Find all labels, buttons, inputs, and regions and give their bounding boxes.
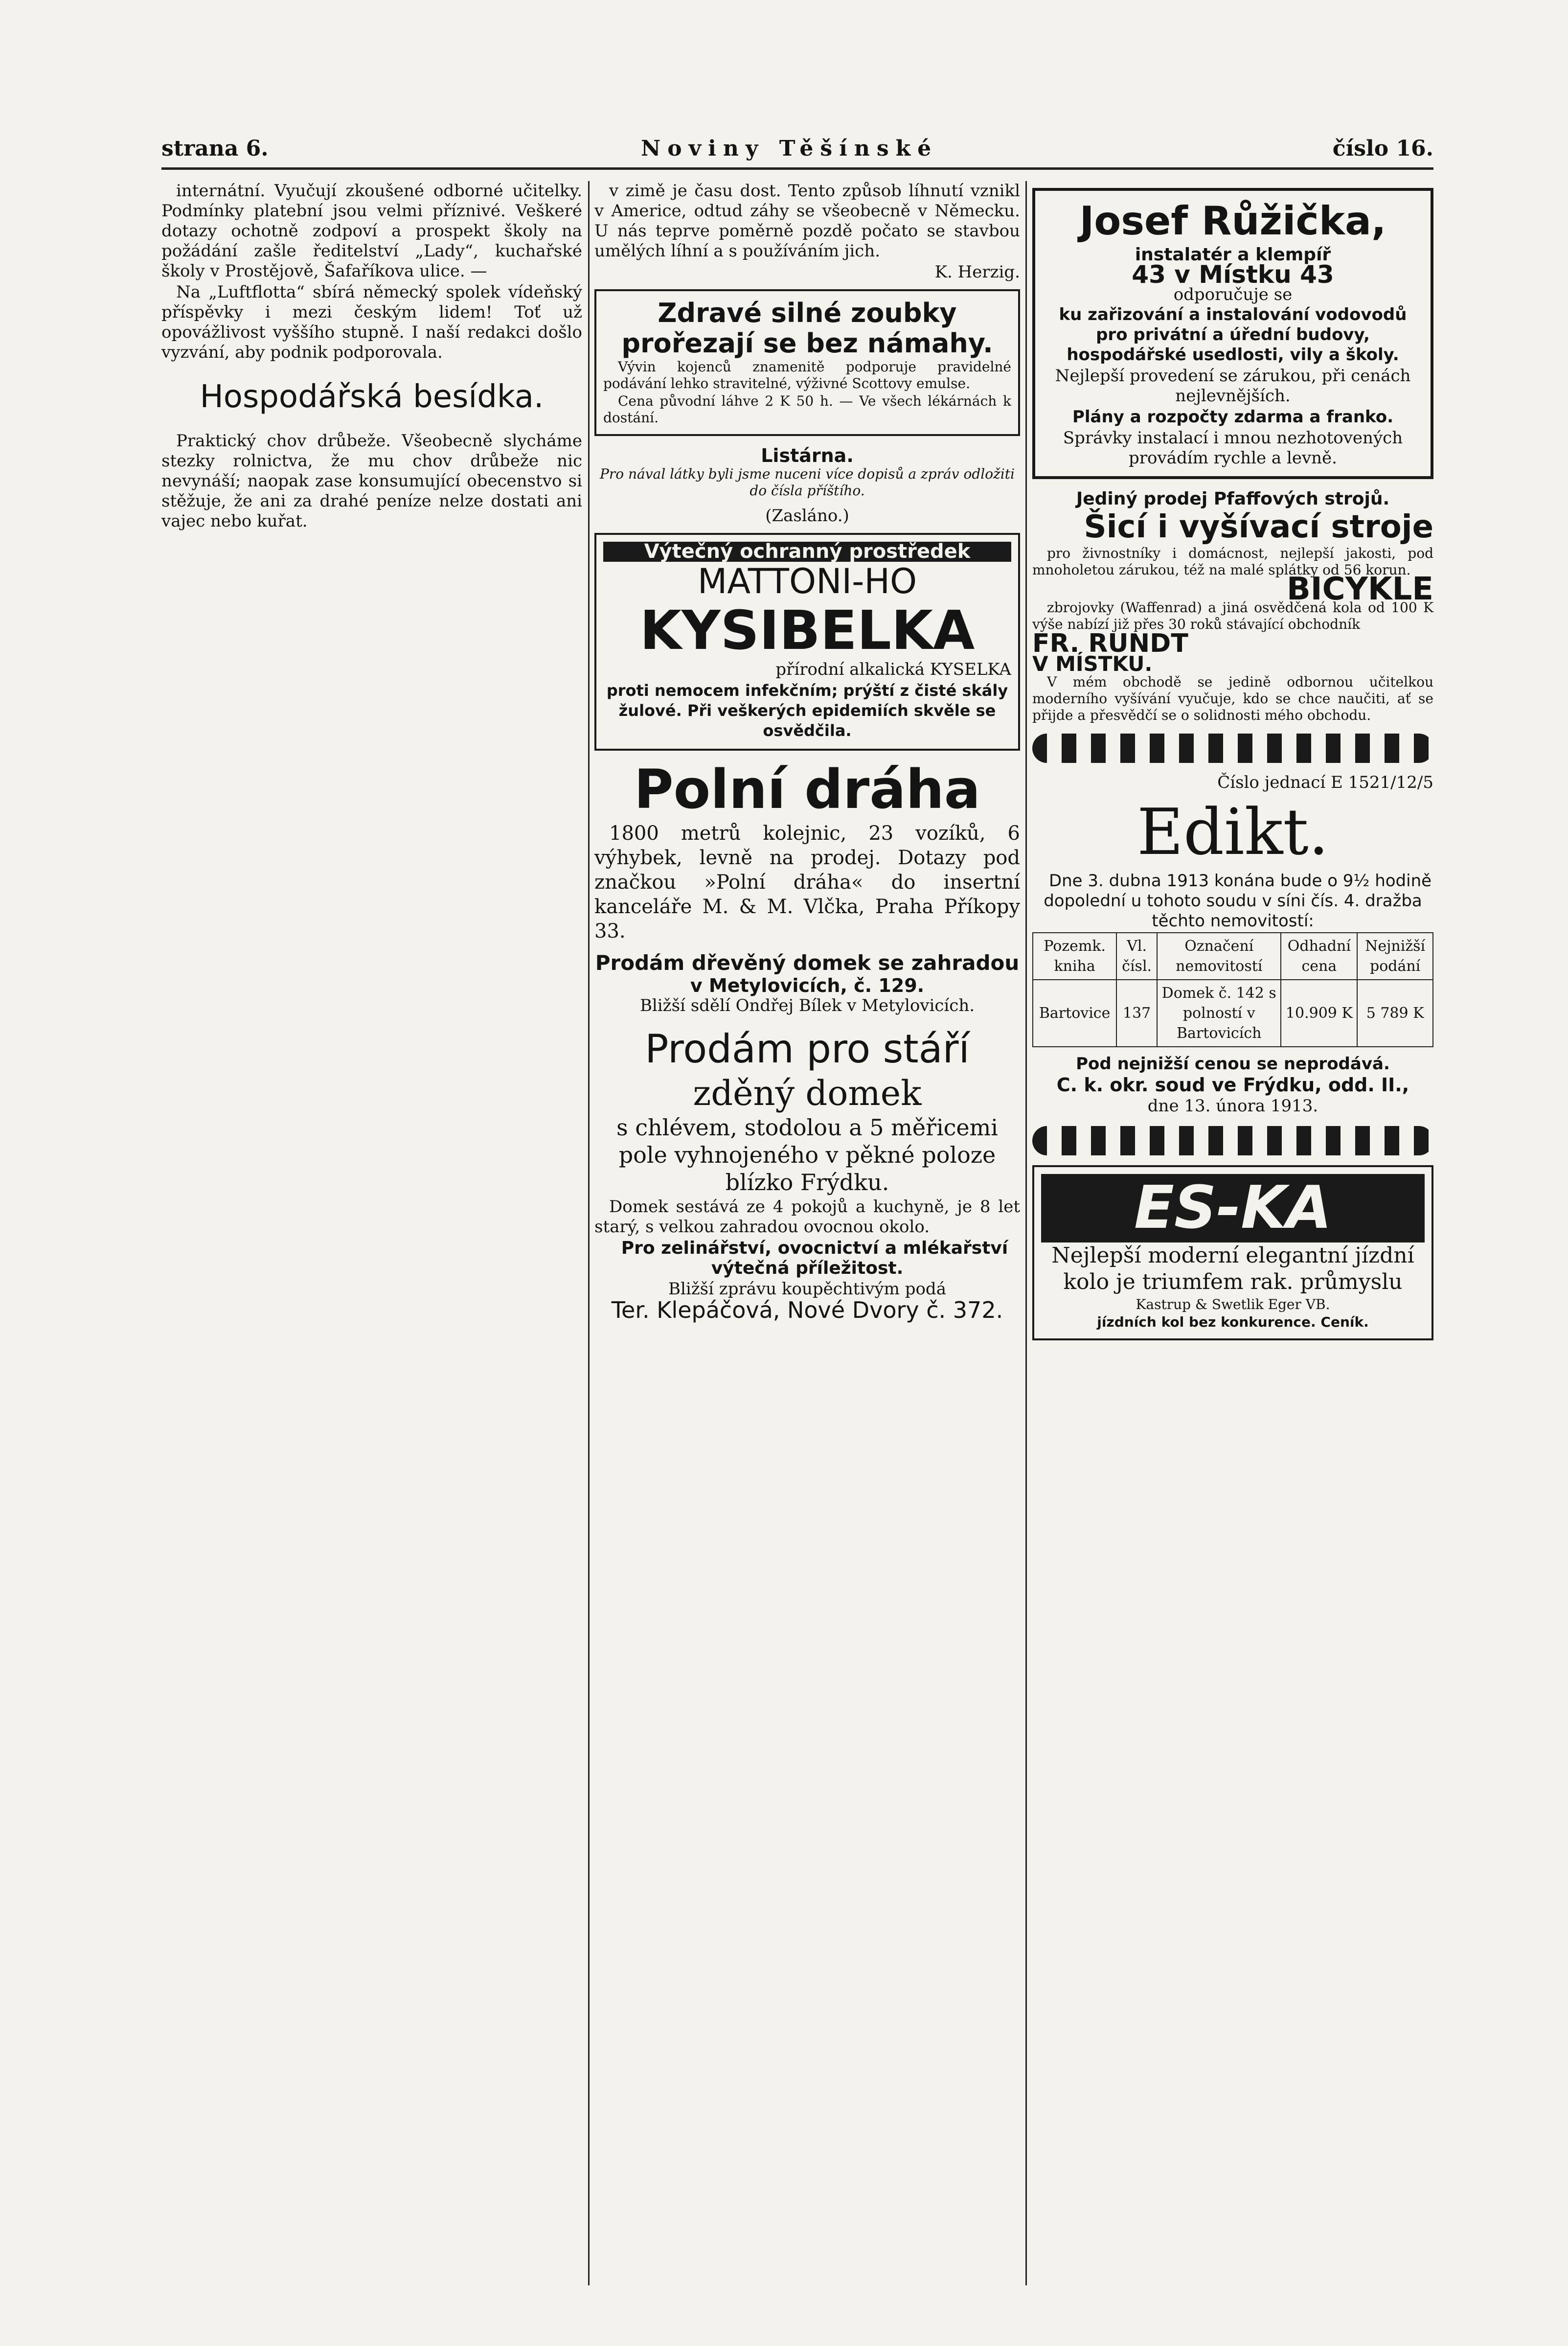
page-header xyxy=(161,127,1433,166)
column-3 xyxy=(1032,181,1433,1347)
mattoni-slogan: Výtečný ochranný prostředek xyxy=(603,542,1011,562)
mattoni-type: přírodní alkalická KYSELKA xyxy=(775,660,1011,679)
table-row xyxy=(1033,980,1433,1047)
polni-heading: Polní dráha xyxy=(634,758,980,821)
table-cell: 5 789 K xyxy=(1357,980,1433,1047)
column-2 xyxy=(594,181,1020,1323)
domek-place: v Metylovicích, č. 129. xyxy=(690,975,925,996)
table-header: Odhadní cena xyxy=(1281,933,1357,980)
ad-mattoni xyxy=(594,533,1020,751)
zaslano-heading: (Zasláno.) xyxy=(765,506,849,526)
ad-text: Vývin kojenců znamenitě podporuje pravidelné podávání lehko stravitelné, výživné Scottovy emulse. xyxy=(603,359,1011,391)
column-divider xyxy=(588,181,590,2285)
header-rule xyxy=(161,167,1433,170)
table-cell: Bartovice xyxy=(1033,980,1116,1047)
page-number: strana 6. xyxy=(161,136,269,161)
stari-contact: Ter. Klepáčová, Nové Dvory č. 372. xyxy=(611,1297,1003,1323)
table-header: Pozemk. kniha xyxy=(1033,933,1116,980)
edikt-number: Číslo jednací E 1521/12/5 xyxy=(1217,773,1433,792)
pfaff-desc: pro živnostníky i domácnost, nejlepší jakosti, pod mnoholetou zárukou, též na malé splátky od 56 korun. xyxy=(1032,545,1433,578)
ruzicka-place: 43 v Místku 43 xyxy=(1132,260,1334,289)
text-paragraph: v zimě je času dost. Tento způsob líhnutí vznikl v Americe, odtud záhy se všeobecně v Německu. U nás teprve poměrně pozdě počato se stavbou umělých líhní a s používáním jich. xyxy=(594,181,1020,261)
bicycle-desc: zbrojovky (Waffenrad) a jiná osvědčená kola od 100 K výše nabízí již přes 30 roků stávající obchodník xyxy=(1032,599,1433,632)
column-1 xyxy=(161,181,582,532)
stari-info: Bližší zprávu koupěchtivým podá xyxy=(668,1279,946,1299)
listarna-heading: Listárna. xyxy=(761,445,854,466)
mattoni-claim: proti nemocem infekčním; prýští z čisté skály žulové. Při veškerých epidemiích skvěle se osvědčila. xyxy=(606,681,1008,740)
edikt-text: Dne 3. dubna 1913 konána bude o 9½ hodině dopolední u tohoto soudu v síni čís. 4. dražba těchto nemovitostí: xyxy=(1044,871,1432,931)
decorative-chain xyxy=(1032,734,1433,763)
eska-maker: Kastrup & Swetlik Eger VB. xyxy=(1136,1296,1330,1312)
ad-scott-emulsion xyxy=(594,289,1020,436)
ad-price: Cena původní láhve 2 K 50 h. — Ve všech lékárnách k dostání. xyxy=(603,393,1011,426)
rundt-place: V MÍSTKU. xyxy=(1032,652,1153,676)
rundt-text: V mém obchodě se jedině odbornou učitelkou moderního vyšívání vyučuje, kdo se chce naučiti, ať se přijde a přesvědčí se o solidnosti mého obchodu. xyxy=(1032,674,1433,723)
newspaper-page xyxy=(161,127,1433,2290)
stari-opportunity: Pro zelinářství, ovocnictví a mlékařství výtečná příležitost. xyxy=(621,1238,1008,1278)
table-header: Vl. čísl. xyxy=(1116,933,1157,980)
domek-title: Prodám dřevěný domek se zahradou xyxy=(595,951,1020,975)
decorative-chain xyxy=(1032,1126,1433,1155)
stari-text: Domek sestává ze 4 pokojů a kuchyně, je 8 let starý, s velkou zahradou ovocnou okolo. xyxy=(594,1197,1020,1237)
stari-text: s chlévem, stodolou a 5 měřicemi pole vyhnojeného v pěkné poloze blízko Frýdku. xyxy=(616,1114,998,1196)
text-paragraph: Na „Luftflotta“ sbírá německý spolek vídeňský příspěvky i mezi českým lidem! Toť už opovážlivost vyššího stupně. I naší redakci došlo vyzvání, aby podnik podporovala. xyxy=(161,282,582,362)
stari-subheading: zděný domek xyxy=(693,1073,922,1113)
pfaff-title: Šicí i vyšívací stroje xyxy=(1084,509,1433,545)
ad-ruzicka xyxy=(1032,188,1433,479)
text-paragraph: internátní. Vyučují zkoušené odborné učitelky. Podmínky platební jsou velmi příznivé. Veškeré dotazy ochotně zodpoví a prospekt školy na požádání zašle ředitelství „Lady“, kuchařské školy v Prostějově, Šafaříkova ulice. — xyxy=(161,181,582,281)
ad-title: Zdravé silné zoubky prořezají se bez námahy. xyxy=(621,298,993,359)
eska-brand: ES-KA xyxy=(1041,1174,1425,1242)
domek-info: Bližší sdělí Ondřej Bílek v Metylovicích. xyxy=(639,996,975,1015)
table-cell: Domek č. 142 s polností v Bartovicích xyxy=(1157,980,1281,1047)
column-divider xyxy=(1025,181,1027,2285)
edikt-title: Edikt. xyxy=(1136,795,1329,869)
ruzicka-quality: Nejlepší provedení se zárukou, při cenách nejlevnějších. xyxy=(1055,366,1411,406)
ruzicka-trade: instalatér a klempíř xyxy=(1135,245,1331,265)
edikt-note: Pod nejnižší cenou se neprodává. xyxy=(1076,1054,1390,1074)
table-cell: 10.909 K xyxy=(1281,980,1357,1047)
table-header-row xyxy=(1033,933,1433,980)
ruzicka-name: Josef Růžička, xyxy=(1079,198,1386,244)
edikt-table xyxy=(1032,932,1433,1047)
eska-footer: jízdních kol bez konkurence. Ceník. xyxy=(1097,1314,1369,1330)
polni-text: 1800 metrů kolejnic, 23 vozíků, 6 výhybek, levně na prodej. Dotazy pod značkou »Polní dráha« do insertní kanceláře M. & M. Vlčka, Praha Příkopy 33. xyxy=(594,822,1020,943)
rundt-name: FR. RUNDT xyxy=(1032,629,1188,658)
section-heading: Hospodářská besídka. xyxy=(200,379,544,415)
table-cell: 137 xyxy=(1116,980,1157,1047)
mattoni-brand: MATTONI-HO xyxy=(697,561,917,601)
ad-eska xyxy=(1032,1165,1433,1340)
mattoni-product: KYSIBELKA xyxy=(639,599,975,662)
eska-claim: Nejlepší moderní elegantní jízdní kolo je triumfem rak. průmyslu xyxy=(1051,1243,1414,1294)
ruzicka-services: ku zařizování a instalování vodovodů pro privátní a úřední budovy, hospodářské usedlosti, vily a školy. xyxy=(1059,305,1407,365)
newspaper-title: Noviny Těšínské xyxy=(641,136,938,161)
table-header: Nejnižší podání xyxy=(1357,933,1433,980)
ruzicka-intro: odporučuje se xyxy=(1173,285,1293,304)
edikt-court: C. k. okr. soud ve Frýdku, odd. II., xyxy=(1056,1074,1409,1096)
issue-number: číslo 16. xyxy=(1332,136,1433,161)
stari-heading: Prodám pro stáří xyxy=(645,1026,970,1072)
table-header: Označení nemovitostí xyxy=(1157,933,1281,980)
edikt-date: dne 13. února 1913. xyxy=(1147,1096,1318,1116)
listarna-text: Pro nával látky byli jsme nuceni více dopisů a zpráv odložiti do čísla příštího. xyxy=(600,466,1015,499)
text-paragraph: Praktický chov drůbeže. Všeobecně slycháme stezky rolnictva, že mu chov drůbeže nic nevynáší; naopak zase konsumující obecenstvo si stěžuje, že ani za drahé peníze nelze dostati ani vajec nebo kuřat. xyxy=(161,431,582,531)
bicycle-title: BICYKLE xyxy=(1287,571,1433,607)
ruzicka-plans: Plány a rozpočty zdarma a franko. xyxy=(1072,407,1394,427)
pfaff-heading: Jediný prodej Pfaffových strojů. xyxy=(1076,489,1390,509)
signature: K. Herzig. xyxy=(934,262,1020,282)
ruzicka-repairs: Správky instalací i mnou nezhotovených provádím rychle a levně. xyxy=(1063,428,1403,468)
